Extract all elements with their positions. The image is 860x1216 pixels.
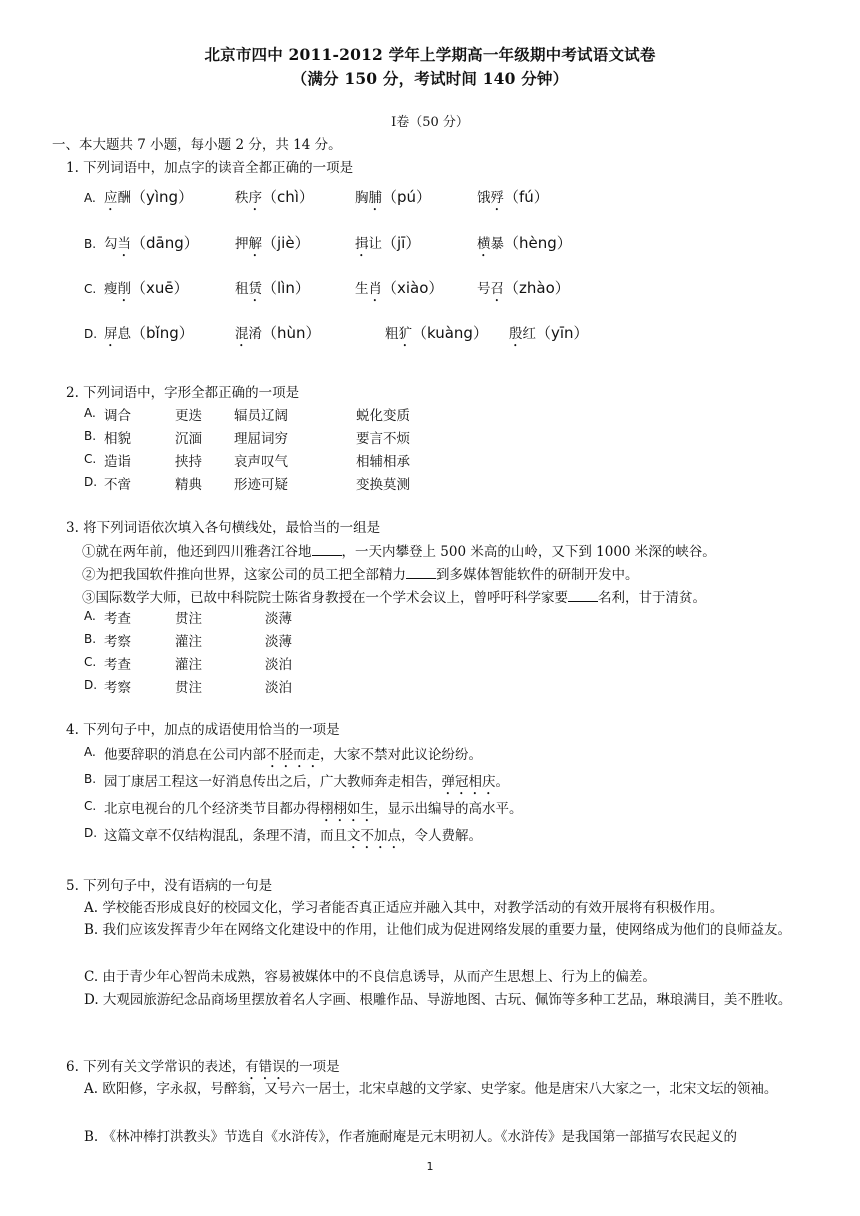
pinyin: （hèng） <box>504 234 572 252</box>
pinyin: （jiè） <box>262 234 310 252</box>
option-letter: C. <box>84 452 97 466</box>
option-word: 辐员辽阔 <box>234 408 288 424</box>
sentence-post: 名利，甘于清贫。 <box>598 590 706 606</box>
option-letter: D. <box>84 327 98 341</box>
option-word: 沉湎 <box>175 431 202 447</box>
option-word: 调合 <box>104 408 131 424</box>
option-word: 淡薄 <box>265 611 292 627</box>
word-plain: 粗 <box>385 326 399 342</box>
question-4-stem: 4. 下列句子中，加点的成语使用恰当的一项是 <box>66 722 340 738</box>
option-letter: A. <box>84 745 96 759</box>
pinyin-item <box>385 322 488 350</box>
dotted-char: 赁 <box>248 281 262 297</box>
pinyin: （yìng） <box>131 188 194 206</box>
word-plain: 息 <box>117 326 131 342</box>
option-sentence <box>104 824 482 852</box>
dotted-char: 混 <box>235 326 249 342</box>
option-word: 淡泊 <box>265 680 292 696</box>
section-heading: 一、本大题共 7 小题，每小题 2 分，共 14 分。 <box>52 137 342 153</box>
word-plain: 淆 <box>248 326 262 342</box>
word-plain: 胸 <box>355 190 369 206</box>
option-word: 淡泊 <box>265 657 292 673</box>
question-5-stem: 5. 下列句子中，没有语病的一句是 <box>66 878 273 894</box>
word-plain: 号 <box>477 281 491 297</box>
dotted-idiom: 文不加点 <box>347 828 401 844</box>
pinyin: （chì） <box>262 188 314 206</box>
pinyin: （kuàng） <box>412 324 488 342</box>
pinyin: （xuē） <box>131 279 189 297</box>
fill-in-sentence <box>82 563 639 583</box>
option-paragraph: C. 由于青少年心智尚未成熟，容易被媒体中的不良信息诱导，从而产生思想上、行为上的偏差。 <box>84 969 656 985</box>
option-paragraph: B. 我们应该发挥青少年在网络文化建设中的作用，让他们成为促进网络发展的重要力量，使网络成为他们的良师益友。 <box>84 922 792 938</box>
option-word: 不啻 <box>104 477 131 493</box>
pinyin-item <box>235 277 310 305</box>
pinyin: （bǐng） <box>131 324 194 342</box>
dotted-char: 殍 <box>490 190 504 206</box>
option-word: 贯注 <box>175 611 202 627</box>
blank-line <box>568 589 598 602</box>
option-sentence <box>104 770 509 798</box>
pinyin: （pú） <box>382 188 432 206</box>
option-word: 考查 <box>104 657 131 673</box>
dotted-char: 应 <box>104 190 118 206</box>
pinyin-item <box>104 322 194 350</box>
option-letter: A. <box>84 191 96 205</box>
pinyin-item <box>104 186 193 214</box>
question-2-stem: 2. 下列词语中，字形全都正确的一项是 <box>66 385 300 401</box>
dotted-char: 脯 <box>368 190 382 206</box>
option-letter: B. <box>84 632 97 646</box>
option-letter: D. <box>84 678 98 692</box>
sentence-pre: 他要辞职的消息在公司内部 <box>104 747 266 763</box>
option-letter: C. <box>84 655 97 669</box>
pinyin: （yīn） <box>536 324 589 342</box>
option-word: 形迹可疑 <box>234 477 288 493</box>
sentence-post: 到多媒体智能软件的研制开发中。 <box>436 567 639 583</box>
pinyin: （hùn） <box>262 324 321 342</box>
pinyin-item <box>355 186 431 214</box>
word-plain: 勾 <box>104 236 118 252</box>
blank-line <box>312 543 342 556</box>
dotted-char: 当 <box>117 236 131 252</box>
fill-in-sentence <box>82 540 716 560</box>
blank-line <box>406 566 436 579</box>
pinyin-item <box>235 232 310 260</box>
pinyin-item <box>509 322 589 350</box>
dotted-char: 横 <box>477 236 491 252</box>
option-paragraph: B. 《林冲棒打洪教头》节选自《水浒传》，作者施耐庵是元末明初人。《水浒传》是我国第一部描写农民起义的 <box>84 1129 738 1145</box>
word-plain: 让 <box>368 236 382 252</box>
page-number: 1 <box>426 1160 434 1173</box>
option-sentence <box>104 797 523 825</box>
option-word: 淡薄 <box>265 634 292 650</box>
fill-in-sentence <box>82 586 706 606</box>
dotted-char: 序 <box>248 190 262 206</box>
dotted-char: 犷 <box>398 326 412 342</box>
option-word: 考查 <box>104 611 131 627</box>
word-plain: 租 <box>235 281 249 297</box>
pinyin: （fú） <box>504 188 549 206</box>
option-word: 变换莫测 <box>356 477 410 493</box>
question-6-stem-pre: 6. 下列有关文学常识的表述， <box>66 1059 246 1075</box>
dotted-char: 揖 <box>355 236 369 252</box>
option-letter: B. <box>84 237 97 251</box>
option-word: 理屈词穷 <box>234 431 288 447</box>
word-plain: 红 <box>522 326 536 342</box>
option-word: 精典 <box>175 477 202 493</box>
exam-title: 北京市四中 2011-2012 学年上学期高一年级期中考试语文试卷 <box>204 45 656 64</box>
question-6-stem-dotted: 有错误 <box>245 1059 286 1075</box>
dotted-idiom: 栩栩如生 <box>320 801 374 817</box>
option-word: 要言不烦 <box>356 431 410 447</box>
sentence-pre: ②为把我国软件推向世界，这家公司的员工把全部精力 <box>82 567 406 583</box>
option-letter: A. <box>84 609 96 623</box>
option-letter: C. <box>84 282 97 296</box>
option-letter: A. <box>84 406 96 420</box>
pinyin-item <box>355 232 420 260</box>
option-sentence <box>104 743 482 771</box>
pinyin-item <box>104 277 189 305</box>
option-word: 相辅相承 <box>356 454 410 470</box>
option-word: 造诣 <box>104 454 131 470</box>
sentence-pre: 北京电视台的几个经济类节目都办得 <box>104 801 320 817</box>
option-word: 灌注 <box>175 657 202 673</box>
word-plain: 瘦 <box>104 281 118 297</box>
option-paragraph: D. 大观园旅游纪念品商场里摆放着名人字画、根雕作品、导游地图、古玩、佩饰等多种工艺品，琳琅满目，美不胜收。 <box>84 992 792 1008</box>
option-word: 相貌 <box>104 431 131 447</box>
option-letter: D. <box>84 475 98 489</box>
pinyin-item <box>477 232 572 260</box>
word-plain: 饿 <box>477 190 491 206</box>
sentence-pre: ③国际数学大师，已故中科院院士陈省身教授在一个学术会议上，曾呼吁科学家要 <box>82 590 568 606</box>
word-plain: 生 <box>355 281 369 297</box>
option-paragraph: A. 欧阳修，字永叔，号醉翁，又号六一居士，北宋卓越的文学家、史学家。他是唐宋八大家之一，北宋文坛的领袖。 <box>84 1081 778 1097</box>
option-word: 更迭 <box>175 408 202 424</box>
option-word: 灌注 <box>175 634 202 650</box>
option-paragraph: A. 学校能否形成良好的校园文化，学习者能否真正适应并融入其中，对教学活动的有效开展将有积极作用。 <box>84 900 724 916</box>
dotted-idiom: 不胫而走 <box>266 747 320 763</box>
option-word: 蜕化变质 <box>356 408 410 424</box>
option-letter: B. <box>84 429 97 443</box>
pinyin: （lìn） <box>262 279 310 297</box>
pinyin-item <box>104 232 199 260</box>
sentence-pre: ①就在两年前，他还到四川雅砻江谷地 <box>82 544 312 560</box>
word-plain: 押 <box>235 236 249 252</box>
option-word: 挟持 <box>175 454 202 470</box>
question-1-stem: 1. 下列词语中，加点字的读音全都正确的一项是 <box>66 160 354 176</box>
option-word: 哀声叹气 <box>234 454 288 470</box>
sentence-post: ，一天内攀登上 500 米高的山岭，又下到 1000 米深的峡谷。 <box>341 544 716 560</box>
pinyin-item <box>235 186 314 214</box>
pinyin-item <box>477 277 570 305</box>
option-letter: D. <box>84 826 98 840</box>
dotted-char: 殷 <box>509 326 523 342</box>
pinyin: （dāng） <box>131 234 199 252</box>
exam-subtitle: （满分 150 分，考试时间 140 分钟） <box>291 69 569 88</box>
sentence-post: ，令人费解。 <box>401 828 482 844</box>
dotted-char: 召 <box>490 281 504 297</box>
option-word: 贯注 <box>175 680 202 696</box>
dotted-char: 肖 <box>368 281 382 297</box>
word-plain: 暴 <box>490 236 504 252</box>
sentence-pre: 园丁康居工程这一好消息传出之后，广大教师奔走相告， <box>104 774 442 790</box>
question-3-stem: 3. 将下列词语依次填入各句横线处，最恰当的一组是 <box>66 520 381 536</box>
word-plain: 秩 <box>235 190 249 206</box>
option-letter: B. <box>84 772 97 786</box>
pinyin-item <box>477 186 549 214</box>
word-plain: 酬 <box>117 190 131 206</box>
sentence-post: ，大家不禁对此议论纷纷。 <box>320 747 482 763</box>
pinyin: （jī） <box>382 234 421 252</box>
pinyin-item <box>235 322 321 350</box>
pinyin: （xiào） <box>382 279 444 297</box>
dotted-idiom: 弹冠相庆 <box>441 774 496 790</box>
pinyin: （zhào） <box>504 279 570 297</box>
sentence-post: ，显示出编导的高水平。 <box>374 801 523 817</box>
option-letter: C. <box>84 799 97 813</box>
option-word: 考察 <box>104 680 131 696</box>
option-word: 考察 <box>104 634 131 650</box>
sentence-post: 。 <box>495 774 509 790</box>
dotted-char: 削 <box>117 281 131 297</box>
question-6-stem-post: 的一项是 <box>285 1059 340 1075</box>
dotted-char: 解 <box>248 236 262 252</box>
sentence-pre: 这篇文章不仅结构混乱，条理不清，而且 <box>104 828 347 844</box>
part-heading: Ⅰ卷（50 分） <box>391 115 469 130</box>
dotted-char: 屏 <box>104 326 118 342</box>
pinyin-item <box>355 277 443 305</box>
